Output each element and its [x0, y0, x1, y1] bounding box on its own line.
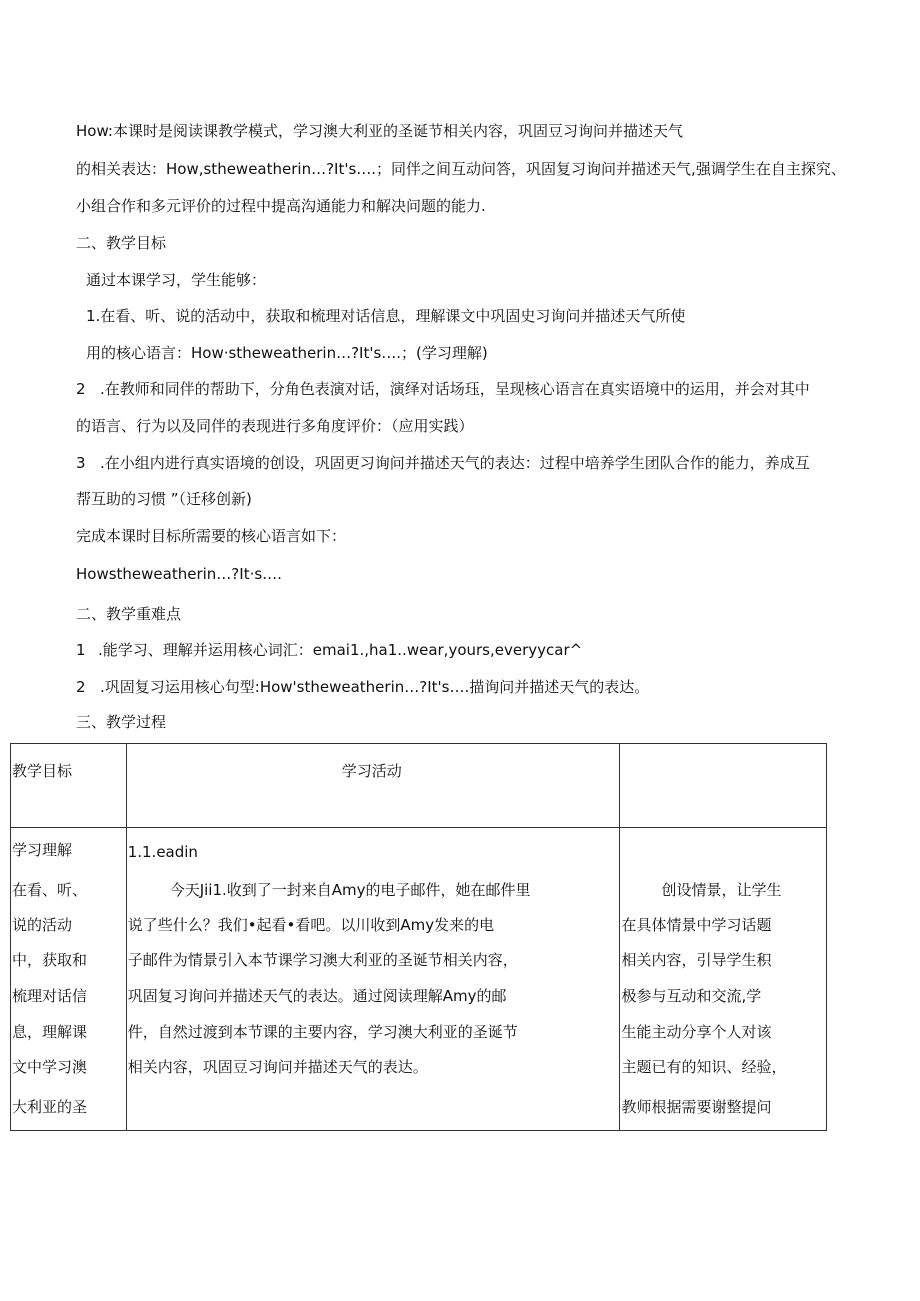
core-language-intro: 完成本课时目标所需要的核心语言如下：	[76, 527, 347, 545]
intro-line-1: How:本课时是阅读课教学模式，学习澳大利亚的圣诞节相关内容，巩固豆习询问并描述天气	[76, 122, 683, 140]
activity-cell-line: 子邮件为情景引入本节课学习澳大利亚的圣诞节相关内容，	[127, 951, 518, 969]
core-language: Howstheweatherin…?It·s….	[76, 565, 282, 583]
activity-cell-line: 巩固复习询问并描述天气的表达。通过阅读理解Amy的邮	[127, 987, 507, 1005]
header-goal-label: 教学目标	[12, 762, 73, 780]
goal-cell-line: 大利亚的圣	[12, 1098, 88, 1116]
header-cell-goal	[11, 744, 127, 828]
row-activity-cell	[126, 828, 620, 1131]
row-goal-cell	[11, 828, 127, 1131]
table-row	[11, 828, 827, 1131]
goal-cell-line: 学习理解	[12, 841, 73, 859]
activity-cell-line: 相关内容，巩固豆习询问并描述天气的表达。	[127, 1058, 428, 1076]
goal-cell-line: 息，理解课	[12, 1023, 88, 1041]
row-notes-cell	[620, 828, 827, 1131]
goal-cell-line: 中，获取和	[12, 951, 88, 969]
goal-1-line-2: 用的核心语言：How·stheweatherin…?It's….；(学习理解)	[86, 344, 488, 362]
goal-cell-line: 说的活动	[12, 916, 73, 934]
goal-2-line-1: .在教师和同伴的帮助下，分角色表演对话，演绎对话场珏，呈现核心语言在真实语境中的运用，并会对其中	[100, 380, 810, 398]
header-cell-notes	[620, 744, 827, 828]
section-heading-goals: 二、教学目标	[76, 234, 167, 252]
goal-3-line-1: .在小组内进行真实语境的创设，巩固更习询问并描述天气的表达：过程中培养学生团队合作的能力，养成互	[100, 454, 810, 472]
activity-cell-line: 件，自然过渡到本节课的主要内容，学习澳大利亚的圣诞节	[127, 1023, 518, 1041]
notes-cell-line: 创设情景，让学生	[661, 881, 782, 899]
key-point-2: .巩固复习运用核心句型:How'stheweatherin…?It's….描询问并描述天气的表达。	[100, 678, 650, 696]
notes-cell-line: 教师根据需要谢整提问	[621, 1098, 772, 1116]
key-point-1-number: 1	[76, 641, 86, 659]
intro-line-2: 的相关表达：How,stheweatherin…?It's….；同伴之间互动问答，巩固复习询问并描述天气,强调学生在自主探究、	[76, 160, 846, 178]
goal-2-line-2: 的语言、行为以及同伴的表现进行多角度评价：（应用实践）	[76, 417, 474, 435]
table-header-row	[11, 744, 827, 828]
goal-cell-line: 文中学习澳	[12, 1058, 88, 1076]
key-point-1: .能学习、理解并运用核心词汇：emai1.,ha1..wear,yours,everyycar^	[98, 641, 583, 659]
header-activity-label: 学习活动	[341, 762, 402, 780]
key-point-2-number: 2	[76, 678, 86, 696]
section-heading-process: 三、教学过程	[76, 713, 167, 731]
goal-cell-line: 梳理对话信	[12, 987, 88, 1005]
activity-cell-line: 1.1.eadin	[127, 843, 198, 861]
activity-cell-line: 说了些什么？我们•起看•看吧。以川收到Amy发来的电	[127, 916, 495, 934]
notes-cell-line: 生能主动分享个人对该	[621, 1023, 772, 1041]
goal-cell-line: 在看、听、	[12, 881, 88, 899]
intro-line-3: 小组合作和多元评价的过程中提高沟通能力和解决问题的能力.	[76, 197, 486, 215]
activity-cell-line: 今天Jii1.收到了一封来自Amy的电子邮件，她在邮件里	[169, 881, 531, 899]
header-cell-activity	[126, 744, 620, 828]
teaching-process-table	[10, 743, 827, 1131]
notes-cell-line: 极参与互动和交流,学	[621, 987, 762, 1005]
section-heading-key-points: 二、教学重难点	[76, 605, 182, 623]
goal-2-number: 2	[76, 380, 86, 398]
goal-3-number: 3	[76, 454, 86, 472]
goal-3-line-2: 帮互助的习惯 ”（迁移创新)	[76, 490, 252, 508]
notes-cell-line: 主题已有的知识、经验，	[621, 1058, 787, 1076]
goals-intro: 通过本课学习，学生能够：	[86, 271, 267, 289]
goal-1-line-1: 1.在看、听、说的活动中，获取和梳理对话信息，理解课文中巩固史习询问并描述天气所使	[86, 307, 686, 325]
notes-cell-line: 相关内容，引导学生积	[621, 951, 772, 969]
notes-cell-line: 在具体情景中学习话题	[621, 916, 772, 934]
